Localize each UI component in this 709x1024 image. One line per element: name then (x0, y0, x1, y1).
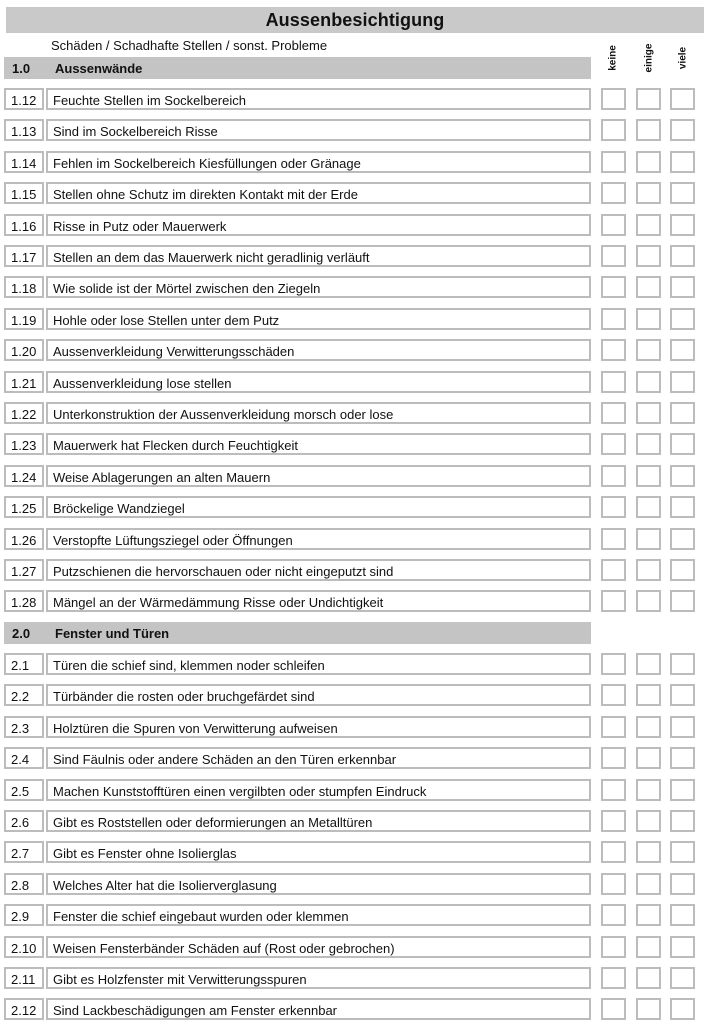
item-number: 1.22 (11, 407, 37, 422)
item-description: Mauerwerk hat Flecken durch Feuchtigkeit (53, 438, 298, 453)
item-number-cell (4, 998, 44, 1020)
rating-checkbox-einige[interactable] (636, 684, 661, 706)
rating-checkbox-viele[interactable] (670, 904, 695, 926)
item-number-cell (4, 936, 44, 958)
item-number: 1.15 (11, 187, 37, 202)
rating-checkbox-keine[interactable] (601, 810, 626, 832)
item-number-cell (4, 967, 44, 989)
item-number: 1.18 (11, 281, 37, 296)
rating-checkbox-einige[interactable] (636, 433, 661, 455)
rating-checkbox-keine[interactable] (601, 528, 626, 550)
rating-checkbox-einige[interactable] (636, 402, 661, 424)
item-number-cell (4, 276, 44, 298)
rating-checkbox-viele[interactable] (670, 496, 695, 518)
item-description: Bröckelige Wandziegel (53, 501, 185, 516)
rating-checkbox-keine[interactable] (601, 465, 626, 487)
item-number-cell (4, 779, 44, 801)
item-description: Türen die schief sind, klemmen noder schleifen (53, 658, 325, 673)
item-number: 1.20 (11, 344, 37, 359)
item-number-cell (4, 653, 44, 675)
item-description: Feuchte Stellen im Sockelbereich (53, 93, 246, 108)
item-description: Gibt es Roststellen oder deformierungen an Metalltüren (53, 815, 373, 830)
rating-checkbox-einige[interactable] (636, 151, 661, 173)
rating-checkbox-keine[interactable] (601, 496, 626, 518)
item-description: Machen Kunststofftüren einen vergilbten oder stumpfen Eindruck (53, 784, 427, 799)
rating-checkbox-keine[interactable] (601, 904, 626, 926)
page-title: Aussenbesichtigung (6, 7, 704, 33)
item-description-cell (46, 402, 591, 424)
item-number: 1.13 (11, 124, 37, 139)
item-description: Unterkonstruktion der Aussenverkleidung morsch oder lose (53, 407, 394, 422)
rating-checkbox-einige[interactable] (636, 998, 661, 1020)
item-description-cell (46, 936, 591, 958)
item-description-cell (46, 308, 591, 330)
rating-checkbox-viele[interactable] (670, 684, 695, 706)
item-number: 2.8 (11, 878, 30, 893)
rating-checkbox-keine[interactable] (601, 590, 626, 612)
item-description: Stellen an dem das Mauerwerk nicht geradlinig verläuft (53, 250, 370, 265)
rating-checkbox-einige[interactable] (636, 779, 661, 801)
rating-checkbox-keine[interactable] (601, 998, 626, 1020)
item-description-cell (46, 496, 591, 518)
item-number-cell (4, 684, 44, 706)
item-description: Holztüren die Spuren von Verwitterung aufweisen (53, 721, 338, 736)
rating-checkbox-keine[interactable] (601, 214, 626, 236)
item-number: 2.6 (11, 815, 30, 830)
item-number-cell (4, 371, 44, 393)
item-description-cell (46, 904, 591, 926)
item-description: Fehlen im Sockelbereich Kiesfüllungen oder Gränage (53, 156, 361, 171)
rating-checkbox-keine[interactable] (601, 88, 626, 110)
item-number: 1.21 (11, 376, 37, 391)
item-description: Verstopfte Lüftungsziegel oder Öffnungen (53, 533, 293, 548)
item-number-cell (4, 590, 44, 612)
rating-checkbox-einige[interactable] (636, 308, 661, 330)
rating-checkbox-keine[interactable] (601, 779, 626, 801)
item-description-cell (46, 528, 591, 550)
rating-checkbox-viele[interactable] (670, 779, 695, 801)
item-number-cell (4, 433, 44, 455)
rating-checkbox-einige[interactable] (636, 119, 661, 141)
rating-checkbox-viele[interactable] (670, 841, 695, 863)
rating-checkbox-einige[interactable] (636, 841, 661, 863)
item-number: 2.2 (11, 689, 30, 704)
rating-checkbox-keine[interactable] (601, 653, 626, 675)
rating-checkbox-viele[interactable] (670, 465, 695, 487)
rating-checkbox-viele[interactable] (670, 747, 695, 769)
item-number: 1.17 (11, 250, 37, 265)
rating-checkbox-viele[interactable] (670, 967, 695, 989)
rating-checkbox-viele[interactable] (670, 559, 695, 581)
rating-checkbox-viele[interactable] (670, 88, 695, 110)
rating-checkbox-viele[interactable] (670, 276, 695, 298)
rating-checkbox-einige[interactable] (636, 245, 661, 267)
item-description-cell (46, 653, 591, 675)
rating-checkbox-viele[interactable] (670, 402, 695, 424)
rating-checkbox-keine[interactable] (601, 402, 626, 424)
item-number-cell (4, 559, 44, 581)
item-description-cell (46, 841, 591, 863)
rating-checkbox-einige[interactable] (636, 214, 661, 236)
section-number: 2.0 (12, 626, 31, 641)
item-number: 1.12 (11, 93, 37, 108)
item-description: Stellen ohne Schutz im direkten Kontakt mit der Erde (53, 187, 358, 202)
item-number: 1.25 (11, 501, 37, 516)
item-number: 1.19 (11, 313, 37, 328)
item-number: 2.3 (11, 721, 30, 736)
item-number: 2.10 (11, 941, 37, 956)
item-description: Hohle oder lose Stellen unter dem Putz (53, 313, 280, 328)
rating-checkbox-viele[interactable] (670, 810, 695, 832)
section-number: 1.0 (12, 61, 31, 76)
section-header (4, 57, 591, 79)
item-number-cell (4, 841, 44, 863)
rating-checkbox-viele[interactable] (670, 214, 695, 236)
rating-checkbox-einige[interactable] (636, 936, 661, 958)
item-number-cell (4, 88, 44, 110)
item-number: 1.28 (11, 595, 37, 610)
item-description-cell (46, 214, 591, 236)
item-description-cell (46, 276, 591, 298)
rating-checkbox-keine[interactable] (601, 151, 626, 173)
item-number-cell (4, 245, 44, 267)
rating-checkbox-keine[interactable] (601, 967, 626, 989)
item-number-cell (4, 810, 44, 832)
rating-checkbox-viele[interactable] (670, 590, 695, 612)
item-description-cell (46, 371, 591, 393)
rating-checkbox-einige[interactable] (636, 339, 661, 361)
column-header-keine: keine (607, 45, 619, 71)
item-number-cell (4, 402, 44, 424)
item-description-cell (46, 245, 591, 267)
item-description: Gibt es Fenster ohne Isolierglas (53, 846, 237, 861)
item-number: 1.16 (11, 219, 37, 234)
item-description: Risse in Putz oder Mauerwerk (53, 219, 227, 234)
rating-checkbox-einige[interactable] (636, 371, 661, 393)
rating-checkbox-keine[interactable] (601, 841, 626, 863)
rating-checkbox-keine[interactable] (601, 716, 626, 738)
rating-checkbox-einige[interactable] (636, 590, 661, 612)
item-number: 1.14 (11, 156, 37, 171)
rating-checkbox-viele[interactable] (670, 182, 695, 204)
item-description: Türbänder die rosten oder bruchgefärdet sind (53, 689, 315, 704)
item-number-cell (4, 119, 44, 141)
section-title: Aussenwände (55, 61, 143, 76)
item-description-cell (46, 779, 591, 801)
item-description-cell (46, 967, 591, 989)
rating-checkbox-viele[interactable] (670, 716, 695, 738)
rating-checkbox-viele[interactable] (670, 936, 695, 958)
rating-checkbox-einige[interactable] (636, 496, 661, 518)
item-number: 2.12 (11, 1003, 37, 1018)
item-description: Sind im Sockelbereich Risse (53, 124, 218, 139)
rating-checkbox-keine[interactable] (601, 245, 626, 267)
rating-checkbox-einige[interactable] (636, 465, 661, 487)
rating-checkbox-einige[interactable] (636, 810, 661, 832)
item-number: 2.9 (11, 909, 30, 924)
item-description: Weisen Fensterbänder Schäden auf (Rost oder gebrochen) (53, 941, 395, 956)
item-description: Putzschienen die hervorschauen oder nicht eingeputzt sind (53, 564, 394, 579)
item-number: 1.27 (11, 564, 37, 579)
item-description: Aussenverkleidung Verwitterungsschäden (53, 344, 295, 359)
item-number: 1.23 (11, 438, 37, 453)
rating-checkbox-einige[interactable] (636, 528, 661, 550)
rating-checkbox-keine[interactable] (601, 684, 626, 706)
item-description-cell (46, 590, 591, 612)
item-description-cell (46, 747, 591, 769)
rating-checkbox-keine[interactable] (601, 747, 626, 769)
item-description-cell (46, 433, 591, 455)
rating-checkbox-keine[interactable] (601, 433, 626, 455)
item-description: Sind Lackbeschädigungen am Fenster erkennbar (53, 1003, 338, 1018)
rating-checkbox-keine[interactable] (601, 182, 626, 204)
rating-checkbox-einige[interactable] (636, 653, 661, 675)
item-description-cell (46, 684, 591, 706)
rating-checkbox-einige[interactable] (636, 873, 661, 895)
rating-checkbox-viele[interactable] (670, 998, 695, 1020)
item-number-cell (4, 496, 44, 518)
item-number: 1.24 (11, 470, 37, 485)
item-number-cell (4, 873, 44, 895)
rating-checkbox-viele[interactable] (670, 433, 695, 455)
item-number-cell (4, 214, 44, 236)
rating-checkbox-viele[interactable] (670, 653, 695, 675)
rating-checkbox-viele[interactable] (670, 308, 695, 330)
item-description-cell (46, 998, 591, 1020)
rating-checkbox-einige[interactable] (636, 716, 661, 738)
item-description-cell (46, 119, 591, 141)
form-subtitle: Schäden / Schadhafte Stellen / sonst. Probleme (51, 38, 328, 53)
item-description-cell (46, 716, 591, 738)
item-number: 2.4 (11, 752, 30, 767)
item-description-cell (46, 810, 591, 832)
item-description: Wie solide ist der Mörtel zwischen den Ziegeln (53, 281, 321, 296)
column-header-viele: viele (677, 46, 689, 70)
item-number-cell (4, 151, 44, 173)
rating-checkbox-viele[interactable] (670, 245, 695, 267)
item-number: 2.5 (11, 784, 30, 799)
item-description-cell (46, 182, 591, 204)
rating-checkbox-einige[interactable] (636, 88, 661, 110)
rating-checkbox-keine[interactable] (601, 873, 626, 895)
item-description: Sind Fäulnis oder andere Schäden an den Türen erkennbar (53, 752, 397, 767)
item-description: Weise Ablagerungen an alten Mauern (53, 470, 271, 485)
item-number-cell (4, 465, 44, 487)
rating-checkbox-einige[interactable] (636, 276, 661, 298)
item-description-cell (46, 465, 591, 487)
item-description: Aussenverkleidung lose stellen (53, 376, 232, 391)
item-description-cell (46, 88, 591, 110)
item-number: 1.26 (11, 533, 37, 548)
item-description-cell (46, 151, 591, 173)
item-description: Mängel an der Wärmedämmung Risse oder Undichtigkeit (53, 595, 384, 610)
item-number-cell (4, 904, 44, 926)
item-description-cell (46, 559, 591, 581)
item-number-cell (4, 182, 44, 204)
item-description-cell (46, 339, 591, 361)
rating-checkbox-keine[interactable] (601, 371, 626, 393)
column-header-einige: einige (643, 43, 655, 73)
item-number-cell (4, 747, 44, 769)
item-number-cell (4, 528, 44, 550)
section-title: Fenster und Türen (55, 626, 170, 641)
item-description: Gibt es Holzfenster mit Verwitterungsspuren (53, 972, 307, 987)
rating-checkbox-einige[interactable] (636, 182, 661, 204)
section-header (4, 622, 591, 644)
rating-checkbox-viele[interactable] (670, 339, 695, 361)
rating-checkbox-keine[interactable] (601, 119, 626, 141)
item-description-cell (46, 873, 591, 895)
rating-checkbox-viele[interactable] (670, 528, 695, 550)
rating-checkbox-keine[interactable] (601, 308, 626, 330)
rating-checkbox-viele[interactable] (670, 151, 695, 173)
rating-checkbox-keine[interactable] (601, 339, 626, 361)
rating-checkbox-keine[interactable] (601, 276, 626, 298)
item-number: 2.7 (11, 846, 30, 861)
item-number-cell (4, 308, 44, 330)
rating-checkbox-keine[interactable] (601, 936, 626, 958)
rating-checkbox-einige[interactable] (636, 904, 661, 926)
rating-checkbox-einige[interactable] (636, 747, 661, 769)
rating-checkbox-keine[interactable] (601, 559, 626, 581)
rating-checkbox-viele[interactable] (670, 119, 695, 141)
rating-checkbox-einige[interactable] (636, 967, 661, 989)
item-description: Welches Alter hat die Isolierverglasung (53, 878, 277, 893)
rating-checkbox-einige[interactable] (636, 559, 661, 581)
item-description: Fenster die schief eingebaut wurden oder klemmen (53, 909, 349, 924)
item-number-cell (4, 716, 44, 738)
rating-checkbox-viele[interactable] (670, 371, 695, 393)
item-number-cell (4, 339, 44, 361)
rating-checkbox-viele[interactable] (670, 873, 695, 895)
item-number: 2.11 (11, 972, 36, 987)
item-number: 2.1 (11, 658, 30, 673)
